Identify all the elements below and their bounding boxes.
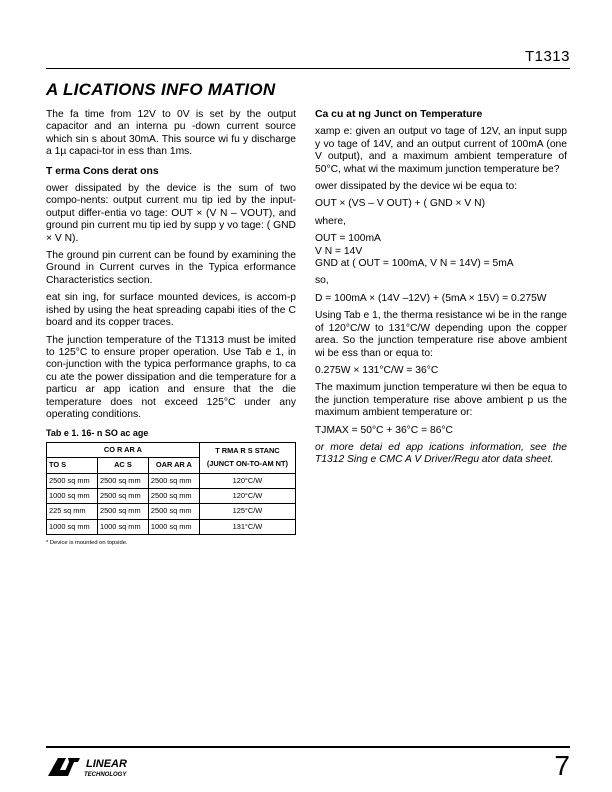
table-cell: 1000 sq mm xyxy=(148,519,199,534)
paragraph: The ground pin current can be found by examining the Ground in Current curves in the Typica erformance Characteristics section. xyxy=(46,250,296,286)
table-header: OAR AR A xyxy=(148,458,199,473)
svg-text:LINEAR: LINEAR xyxy=(86,758,127,770)
equation: 0.275W × 131°C/W = 36°C xyxy=(315,364,439,376)
table-cell: 1000 sq mm xyxy=(47,488,98,503)
paragraph: ower dissipated by the device wi be equa to: xyxy=(315,181,518,193)
paragraph: The fa time from 12V to 0V is set by the output capacitor and an interna pu -down current source which sin s about 30mA. This source wi fu y discharge a 1µ capaci-tor in ess than 1ms. xyxy=(46,109,296,158)
table-cell: 1000 sq mm xyxy=(97,519,148,534)
thermal-table xyxy=(46,442,296,535)
paragraph: xamp e: given an output vo tage of 12V, an input supp y vo tage of 14V, and an output current of 100mA (one V output), and a maximum ambient temperature of 50°C, what wi the maximum junction temperature be? xyxy=(315,126,567,175)
table-cell: 120°C/W xyxy=(199,473,295,488)
paragraph: or more detai ed app ications information, see the T1312 Sing e CMC A V Driver/Regu ator data sheet. xyxy=(315,441,567,466)
table-cell: 2500 sq mm xyxy=(148,504,199,519)
table-note: * Device is mounted on topside. xyxy=(46,540,128,547)
heading-thermal: T erma Cons derat ons xyxy=(46,165,159,177)
header-rule xyxy=(46,68,570,69)
table-cell: 2500 sq mm xyxy=(148,473,199,488)
table-cell: 2500 sq mm xyxy=(97,488,148,503)
table-header: AC S xyxy=(97,458,148,473)
paragraph: so, xyxy=(315,275,329,287)
table-cell: 125°C/W xyxy=(199,504,295,519)
table-cell: 1000 sq mm xyxy=(47,519,98,534)
table-row xyxy=(47,504,296,519)
equation: D = 100mA × (14V –12V) + (5mA × 15V) = 0.275W xyxy=(315,292,547,304)
table-cell: 2500 sq mm xyxy=(47,473,98,488)
table-row xyxy=(47,488,296,503)
logo-mark-icon xyxy=(46,752,136,782)
equation: OUT × (VS – V OUT) + ( GND × V N) xyxy=(315,198,486,210)
linear-technology-logo xyxy=(46,752,136,782)
table-header: CO R AR A xyxy=(47,442,200,457)
table-header: T RMA R S STANC (JUNCT ON-TO-AM NT) xyxy=(199,442,295,473)
paragraph: eat sin ing, for surface mounted devices, is accom-p ished by using the heat spreading capabi ities of the C board and its copper traces. xyxy=(46,292,296,329)
table-cell: 225 sq mm xyxy=(47,504,98,519)
table-cell: 2500 sq mm xyxy=(148,488,199,503)
equation: OUT = 100mA xyxy=(315,233,381,245)
paragraph: ower dissipated by the device is the sum of two compo-nents: output current mu tip ied by the input-output differ-entia vo tage: OUT × (V N – VOUT), and ground pin current mu tip ied by supp y vo tage: ( GND × V N). xyxy=(46,183,296,244)
left-column xyxy=(46,109,296,550)
table-row xyxy=(47,519,296,534)
equation: GND at ( OUT = 100mA, V N = 14V) = 5mA xyxy=(315,258,514,270)
table-cell: 2500 sq mm xyxy=(97,473,148,488)
paragraph: where, xyxy=(315,215,346,227)
table-header: TO S xyxy=(47,458,98,473)
svg-text:TECHNOLOGY: TECHNOLOGY xyxy=(84,772,127,778)
paragraph: Using Tab e 1, the therma resistance wi be in the range of 120°C/W to 131°C/W depending upon the copper area. So the junction temperature rise above ambient wi be ess than or equa to: xyxy=(315,310,567,359)
right-column xyxy=(315,109,567,472)
paragraph: The junction temperature of the T1313 must be imited to 125°C to ensure proper operation. Use Tab e 1, in con-junction with the typica performance graphs, to ca cu ate the power dissipation and die temperature for a particu ar app ication and ensure that the die temperature does not exceed 125°C under any operating conditions. xyxy=(46,334,296,420)
table-cell: 2500 sq mm xyxy=(97,504,148,519)
footer-rule xyxy=(46,746,570,748)
equation: V N = 14V xyxy=(315,245,363,257)
section-title: A LICATIONS INFO MATION xyxy=(46,80,276,99)
table-row xyxy=(47,473,296,488)
table-title: Tab e 1. 16- n SO ac age xyxy=(46,428,149,439)
paragraph: The maximum junction temperature wi then be equa to the junction temperature rise above ambient p us the maximum ambient temperature or: xyxy=(315,382,567,419)
table-cell: 120°C/W xyxy=(199,488,295,503)
page-number: 7 xyxy=(554,750,570,781)
table-cell: 131°C/W xyxy=(199,519,295,534)
heading-junction-temp: Ca cu at ng Junct on Temperature xyxy=(315,109,483,120)
part-number: T1313 xyxy=(524,48,570,65)
equation: TJMAX = 50°C + 36°C = 86°C xyxy=(315,424,453,436)
